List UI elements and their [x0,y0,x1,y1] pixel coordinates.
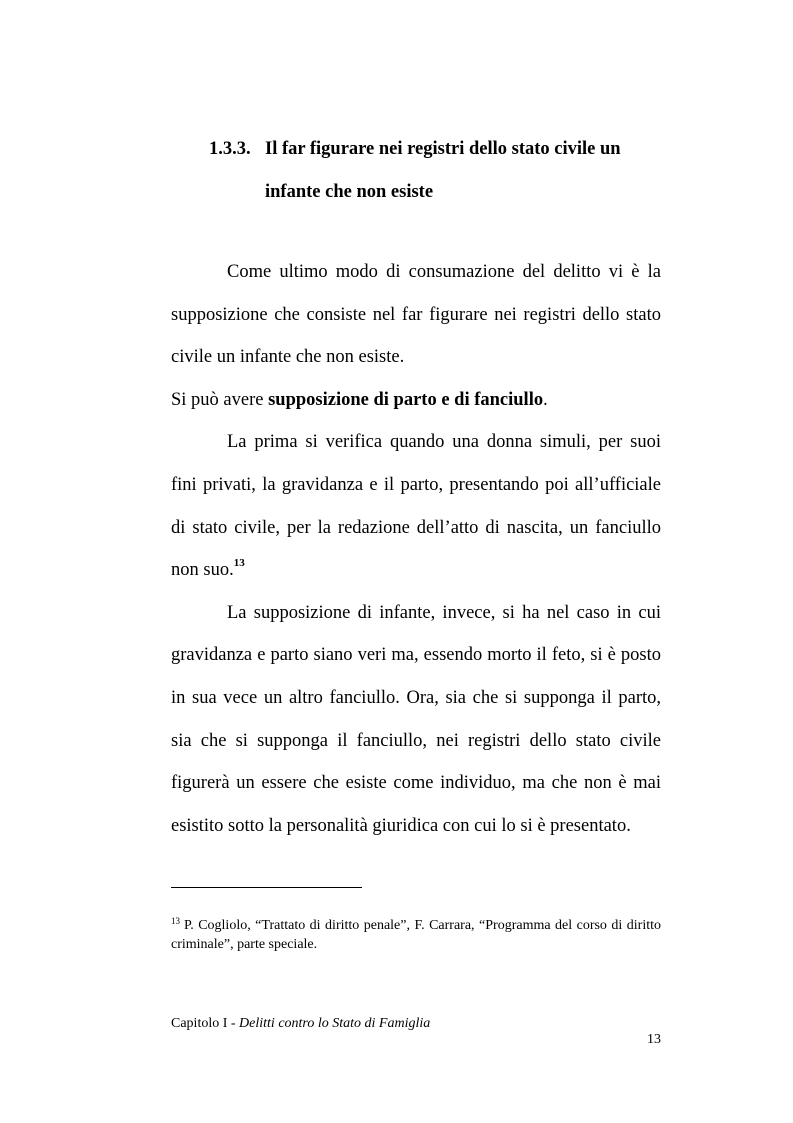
section-number: 1.3.3. [209,139,251,159]
paragraph-2-lead: Si può avere [171,389,269,410]
running-footer [171,1015,430,1033]
footnote-text: P. Cogliolo, “Trattato di diritto penale”, F. Carrara, “Programma del corso di diritto criminale”, parte speciale. [171,918,661,952]
paragraph-2-emphasis: supposizione di parto e di fanciullo [268,389,544,410]
footnote-marker: 13 [171,916,180,926]
section-title-line-1: Il far figurare nei registri dello stato civile un [265,139,621,159]
chapter-title: Delitti contro lo Stato di Famiglia [239,1016,431,1031]
body-text [171,251,661,847]
paragraph-2-end: . [543,389,548,410]
paragraph-2 [171,379,661,422]
section-heading-line-1 [209,128,679,171]
footnote-separator [171,887,362,888]
paragraph-4: La supposizione di infante, invece, si ha nel caso in cui gravidanza e parto siano veri ma, essendo morto il feto, si è posto in sua vece un altro fanciullo. Ora, sia che si supponga il parto, sia che si supponga il fanciullo, nei registri dello stato civile figurerà un essere che esiste come individuo, ma che non è mai esistito sotto la personalità giuridica con cui lo si è presentato. [171,602,661,836]
chapter-prefix: Capitolo I - [171,1016,240,1031]
paragraph-3-text: La prima si verifica quando una donna simuli, per suoi fini privati, la gravidanza e il parto, presentando poi all’ufficiale di stato civile, per la redazione dell’atto di nascita, un fanciullo non suo. [171,432,661,581]
page-number: 13 [647,1032,661,1047]
section-heading [209,128,679,214]
footnote [171,916,661,954]
paragraph-3 [171,421,661,591]
paragraph-1: Come ultimo modo di consumazione del delitto vi è la supposizione che consiste nel far figurare nei registri dello stato civile un infante che non esiste. [171,262,661,368]
footnote-reference[interactable]: 13 [233,557,245,570]
section-title-line-2: infante che non esiste [265,182,434,202]
